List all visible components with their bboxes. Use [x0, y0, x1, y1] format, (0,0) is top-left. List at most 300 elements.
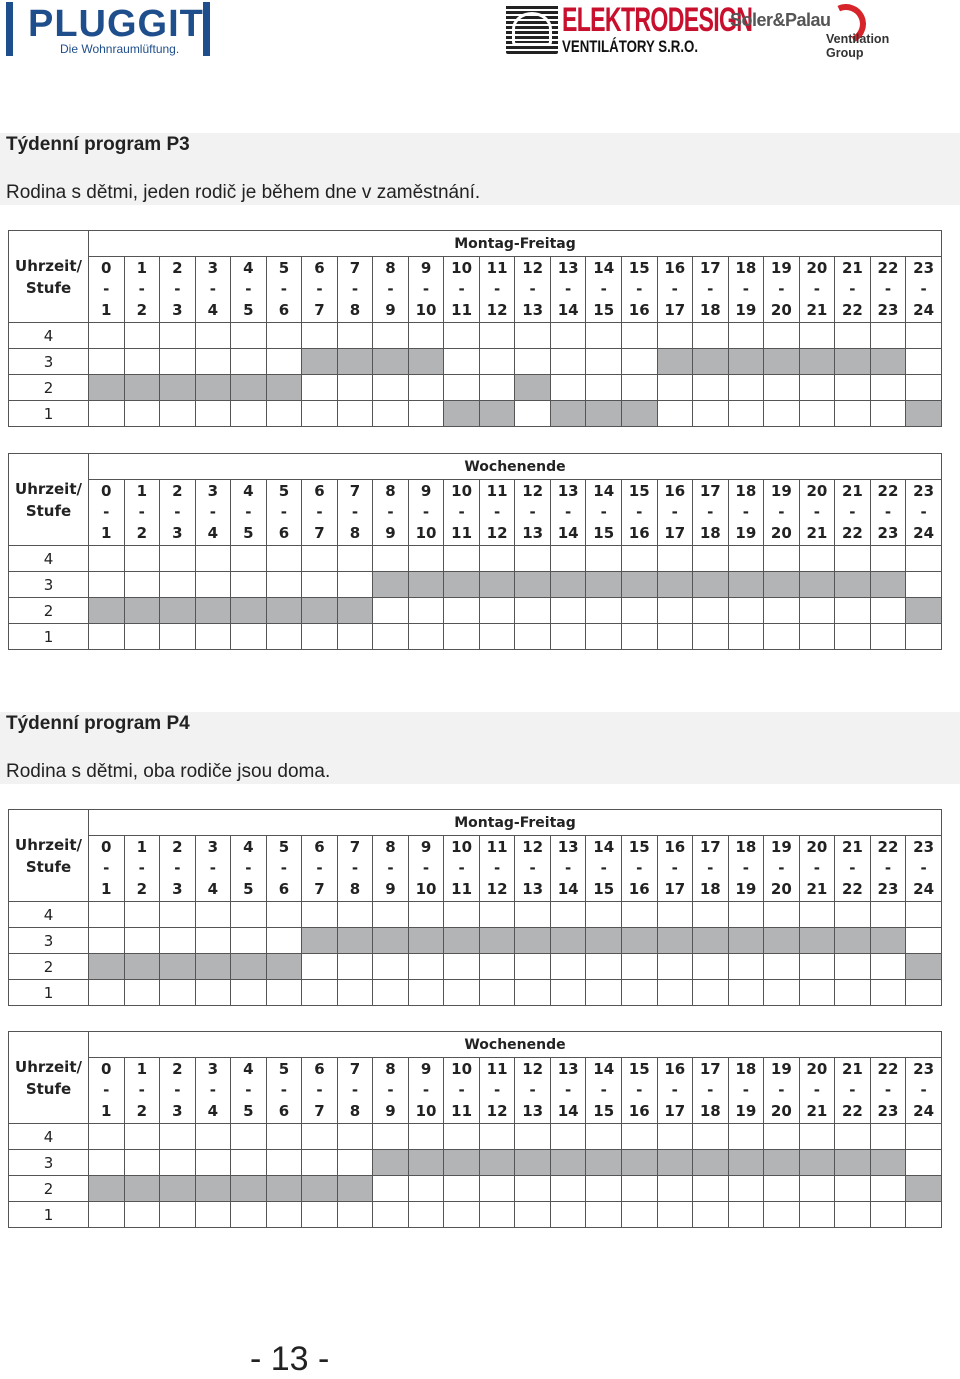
empty-slot: [479, 980, 515, 1006]
hour-end: 2: [136, 524, 148, 542]
empty-slot: [764, 401, 800, 427]
hour-dash: -: [387, 1081, 394, 1099]
empty-slot: [835, 323, 871, 349]
hour-end: 6: [278, 880, 290, 898]
active-slot: [693, 928, 729, 954]
empty-slot: [835, 1176, 871, 1202]
schedule-grid: [8, 1031, 942, 1228]
empty-slot: [373, 323, 409, 349]
active-slot: [693, 1150, 729, 1176]
empty-slot: [693, 1176, 729, 1202]
hour-end: 19: [735, 524, 757, 542]
active-slot: [764, 928, 800, 954]
hour-dash: -: [920, 859, 927, 877]
hour-header: [373, 1058, 409, 1124]
empty-slot: [302, 624, 338, 650]
empty-slot: [444, 375, 480, 401]
empty-slot: [89, 928, 125, 954]
hour-header: [408, 836, 444, 902]
active-slot: [124, 598, 160, 624]
active-slot: [160, 598, 196, 624]
empty-slot: [728, 401, 764, 427]
empty-slot: [124, 902, 160, 928]
empty-slot: [693, 624, 729, 650]
level-label: 1: [9, 980, 89, 1006]
empty-slot: [657, 1176, 693, 1202]
corner-label: Uhrzeit/ Stufe: [9, 1032, 89, 1124]
hour-end: 16: [628, 1102, 650, 1120]
hour-header: [231, 257, 267, 323]
empty-slot: [870, 598, 906, 624]
active-slot: [373, 349, 409, 375]
hour-start: 13: [557, 1060, 579, 1078]
hour-dash: -: [351, 1081, 359, 1099]
empty-slot: [906, 1124, 942, 1150]
hour-header: [906, 480, 942, 546]
hour-dash: -: [174, 859, 181, 877]
hour-start: 17: [699, 259, 721, 277]
hour-dash: -: [742, 859, 749, 877]
hour-end: 6: [278, 1102, 290, 1120]
active-slot: [693, 572, 729, 598]
hour-header: [266, 257, 302, 323]
empty-slot: [124, 546, 160, 572]
hour-dash: -: [493, 1081, 501, 1099]
empty-slot: [870, 1176, 906, 1202]
empty-slot: [586, 375, 622, 401]
hour-end: 24: [913, 301, 935, 319]
hour-end: 8: [349, 524, 361, 542]
hour-header: [444, 480, 480, 546]
active-slot: [799, 349, 835, 375]
active-slot: [515, 1150, 551, 1176]
empty-slot: [906, 902, 942, 928]
empty-slot: [728, 624, 764, 650]
schedule-table: [8, 230, 942, 427]
hour-dash: -: [209, 859, 216, 877]
empty-slot: [693, 375, 729, 401]
active-slot: [337, 349, 373, 375]
hour-end: 21: [806, 880, 828, 898]
hour-dash: -: [920, 280, 927, 298]
empty-slot: [231, 1150, 267, 1176]
hour-start: 15: [628, 1060, 650, 1078]
hour-start: 20: [806, 838, 828, 856]
empty-slot: [231, 624, 267, 650]
empty-slot: [728, 1176, 764, 1202]
hour-end: 4: [207, 880, 219, 898]
empty-slot: [89, 401, 125, 427]
active-slot: [906, 401, 942, 427]
active-slot: [444, 572, 480, 598]
active-slot: [160, 375, 196, 401]
hour-start: 23: [913, 838, 935, 856]
hour-header: [231, 480, 267, 546]
hour-end: 7: [314, 301, 325, 319]
empty-slot: [302, 1202, 338, 1228]
hour-header: [586, 257, 622, 323]
empty-slot: [124, 928, 160, 954]
empty-slot: [124, 1150, 160, 1176]
day-group-header: Montag-Freitag: [89, 810, 942, 836]
hour-dash: -: [316, 503, 323, 521]
level-label: 4: [9, 323, 89, 349]
hour-start: 6: [314, 838, 325, 856]
empty-slot: [728, 323, 764, 349]
hour-header: [764, 836, 800, 902]
hour-dash: -: [138, 1081, 145, 1099]
active-slot: [870, 1150, 906, 1176]
empty-slot: [444, 1176, 480, 1202]
empty-slot: [693, 1124, 729, 1150]
hour-header: [515, 1058, 551, 1124]
empty-slot: [835, 546, 871, 572]
empty-slot: [515, 954, 551, 980]
empty-slot: [124, 624, 160, 650]
pluggit-logo-tagline: Die Wohnraumlüftung.: [60, 42, 180, 56]
empty-slot: [160, 1150, 196, 1176]
hour-end: 23: [877, 1102, 899, 1120]
level-label: 2: [9, 598, 89, 624]
empty-slot: [657, 323, 693, 349]
hour-dash: -: [280, 503, 288, 521]
hour-dash: -: [493, 503, 501, 521]
empty-slot: [515, 323, 551, 349]
empty-slot: [373, 902, 409, 928]
hour-dash: -: [493, 280, 501, 298]
empty-slot: [160, 928, 196, 954]
active-slot: [373, 928, 409, 954]
hour-dash: -: [529, 503, 536, 521]
empty-slot: [764, 1176, 800, 1202]
empty-slot: [89, 349, 125, 375]
empty-slot: [479, 375, 515, 401]
hour-header: [657, 1058, 693, 1124]
hour-start: 8: [385, 1060, 396, 1078]
active-slot: [835, 349, 871, 375]
empty-slot: [302, 401, 338, 427]
hour-dash: -: [778, 503, 785, 521]
hour-end: 13: [522, 1102, 544, 1120]
empty-slot: [160, 572, 196, 598]
empty-slot: [657, 980, 693, 1006]
hour-start: 11: [486, 482, 508, 500]
hour-header: [302, 836, 338, 902]
empty-slot: [764, 624, 800, 650]
empty-slot: [479, 546, 515, 572]
level-row: [9, 1150, 942, 1176]
hour-start: 12: [522, 259, 544, 277]
hour-start: 3: [207, 838, 219, 856]
empty-slot: [657, 954, 693, 980]
empty-slot: [124, 323, 160, 349]
hour-header: [870, 1058, 906, 1124]
hour-header: [657, 836, 693, 902]
hour-start: 12: [522, 838, 544, 856]
level-row: [9, 624, 942, 650]
hour-end: 23: [877, 301, 899, 319]
hour-start: 16: [664, 482, 686, 500]
empty-slot: [266, 349, 302, 375]
active-slot: [337, 1176, 373, 1202]
empty-slot: [515, 1124, 551, 1150]
hour-header: [728, 257, 764, 323]
empty-slot: [266, 902, 302, 928]
empty-slot: [479, 598, 515, 624]
hour-end: 1: [101, 524, 112, 542]
empty-slot: [124, 349, 160, 375]
hour-end: 20: [770, 524, 792, 542]
hour-dash: -: [529, 1081, 536, 1099]
level-label: 4: [9, 902, 89, 928]
hour-end: 13: [522, 301, 544, 319]
empty-slot: [302, 572, 338, 598]
hour-start: 3: [207, 482, 219, 500]
active-slot: [515, 572, 551, 598]
empty-slot: [728, 980, 764, 1006]
empty-slot: [550, 954, 586, 980]
empty-slot: [231, 323, 267, 349]
active-slot: [231, 375, 267, 401]
hour-start: 21: [841, 838, 863, 856]
empty-slot: [550, 546, 586, 572]
empty-slot: [160, 546, 196, 572]
hour-dash: -: [565, 1081, 572, 1099]
empty-slot: [693, 1202, 729, 1228]
active-slot: [337, 928, 373, 954]
active-slot: [266, 1176, 302, 1202]
active-slot: [444, 401, 480, 427]
empty-slot: [906, 980, 942, 1006]
empty-slot: [550, 598, 586, 624]
hour-start: 23: [913, 259, 935, 277]
empty-slot: [479, 1202, 515, 1228]
active-slot: [408, 928, 444, 954]
hour-header: [586, 1058, 622, 1124]
empty-slot: [266, 1150, 302, 1176]
hour-dash: -: [671, 280, 678, 298]
hour-dash: -: [138, 503, 145, 521]
empty-slot: [693, 954, 729, 980]
hour-end: 8: [349, 301, 361, 319]
hour-header: [408, 480, 444, 546]
empty-slot: [835, 598, 871, 624]
corner-label: Uhrzeit/ Stufe: [9, 454, 89, 546]
hour-dash: -: [707, 503, 714, 521]
hour-start: 19: [770, 259, 792, 277]
empty-slot: [515, 546, 551, 572]
active-slot: [550, 401, 586, 427]
hour-header: [693, 257, 729, 323]
active-slot: [515, 928, 551, 954]
level-row: [9, 546, 942, 572]
hour-header: [160, 257, 196, 323]
empty-slot: [728, 1124, 764, 1150]
hour-header: [124, 836, 160, 902]
active-slot: [728, 572, 764, 598]
active-slot: [870, 928, 906, 954]
hour-start: 14: [593, 838, 615, 856]
empty-slot: [906, 349, 942, 375]
hour-header: [693, 836, 729, 902]
active-slot: [586, 928, 622, 954]
hour-end: 6: [278, 524, 290, 542]
empty-slot: [373, 375, 409, 401]
hour-header: [550, 257, 586, 323]
empty-slot: [799, 624, 835, 650]
hour-end: 20: [770, 1102, 792, 1120]
hour-end: 5: [243, 524, 254, 542]
empty-slot: [302, 375, 338, 401]
level-label: 2: [9, 375, 89, 401]
level-row: [9, 902, 942, 928]
hour-end: 3: [172, 524, 183, 542]
empty-slot: [870, 375, 906, 401]
hour-start: 8: [385, 482, 396, 500]
active-slot: [515, 375, 551, 401]
hour-header: [444, 836, 480, 902]
empty-slot: [195, 1202, 231, 1228]
level-label: 3: [9, 572, 89, 598]
hour-dash: -: [671, 1081, 678, 1099]
empty-slot: [728, 598, 764, 624]
hour-header: [799, 480, 835, 546]
hour-end: 10: [415, 301, 437, 319]
corner-label: Uhrzeit/ Stufe: [9, 810, 89, 902]
active-slot: [657, 349, 693, 375]
hour-dash: -: [351, 503, 359, 521]
pluggit-logo: [6, 2, 211, 58]
hour-dash: -: [280, 1081, 288, 1099]
hour-start: 18: [735, 482, 757, 500]
empty-slot: [444, 1202, 480, 1228]
hour-header: [621, 836, 657, 902]
hour-end: 17: [664, 524, 686, 542]
empty-slot: [728, 1202, 764, 1228]
hour-start: 14: [593, 1060, 615, 1078]
hour-end: 4: [207, 301, 219, 319]
hour-start: 17: [699, 1060, 721, 1078]
hour-dash: -: [387, 280, 394, 298]
hour-header: [89, 480, 125, 546]
level-label: 4: [9, 546, 89, 572]
active-slot: [444, 928, 480, 954]
hour-header: [479, 836, 515, 902]
hour-header: [586, 480, 622, 546]
empty-slot: [89, 1202, 125, 1228]
hour-header: [89, 1058, 125, 1124]
empty-slot: [835, 624, 871, 650]
hour-header: [195, 836, 231, 902]
active-slot: [160, 1176, 196, 1202]
active-slot: [550, 928, 586, 954]
hour-start: 6: [314, 1060, 325, 1078]
hour-dash: -: [742, 1081, 749, 1099]
empty-slot: [906, 323, 942, 349]
hour-start: 4: [243, 838, 254, 856]
empty-slot: [266, 546, 302, 572]
empty-slot: [408, 598, 444, 624]
hour-header: [373, 480, 409, 546]
empty-slot: [408, 546, 444, 572]
soler-palau-logo: [730, 4, 930, 60]
hour-header: [870, 257, 906, 323]
active-slot: [870, 349, 906, 375]
hour-start: 9: [420, 482, 432, 500]
hour-end: 23: [877, 880, 899, 898]
hour-end: 15: [593, 880, 615, 898]
hour-start: 1: [136, 482, 148, 500]
empty-slot: [89, 1150, 125, 1176]
empty-slot: [231, 401, 267, 427]
hour-start: 20: [806, 482, 828, 500]
empty-slot: [657, 624, 693, 650]
hour-dash: -: [884, 859, 892, 877]
hour-header: [302, 257, 338, 323]
hour-end: 3: [172, 1102, 183, 1120]
hour-dash: -: [600, 280, 607, 298]
empty-slot: [302, 1124, 338, 1150]
hour-start: 22: [877, 259, 899, 277]
empty-slot: [231, 349, 267, 375]
hour-dash: -: [671, 859, 678, 877]
hour-end: 13: [522, 524, 544, 542]
hour-dash: -: [458, 1081, 465, 1099]
active-slot: [799, 572, 835, 598]
empty-slot: [550, 624, 586, 650]
hour-end: 18: [699, 301, 721, 319]
level-label: 2: [9, 1176, 89, 1202]
hour-end: 2: [136, 1102, 148, 1120]
active-slot: [479, 401, 515, 427]
hour-header: [728, 1058, 764, 1124]
empty-slot: [160, 624, 196, 650]
empty-slot: [373, 1124, 409, 1150]
active-slot: [408, 1150, 444, 1176]
active-slot: [728, 1150, 764, 1176]
active-slot: [906, 1176, 942, 1202]
empty-slot: [373, 980, 409, 1006]
hour-dash: -: [565, 859, 572, 877]
hour-dash: -: [849, 503, 856, 521]
active-slot: [373, 572, 409, 598]
active-slot: [693, 349, 729, 375]
empty-slot: [479, 954, 515, 980]
active-slot: [906, 954, 942, 980]
empty-slot: [728, 954, 764, 980]
hour-end: 11: [451, 1102, 473, 1120]
empty-slot: [266, 624, 302, 650]
hour-start: 7: [349, 482, 361, 500]
hour-header: [124, 1058, 160, 1124]
active-slot: [89, 954, 125, 980]
active-slot: [266, 598, 302, 624]
hour-end: 21: [806, 1102, 828, 1120]
active-slot: [195, 954, 231, 980]
schedule-table: [8, 1031, 942, 1228]
empty-slot: [870, 1124, 906, 1150]
hour-dash: -: [813, 503, 820, 521]
hour-header: [515, 836, 551, 902]
empty-slot: [835, 375, 871, 401]
hour-dash: -: [103, 280, 110, 298]
hour-start: 0: [101, 259, 112, 277]
level-row: [9, 1202, 942, 1228]
active-slot: [657, 1150, 693, 1176]
active-slot: [479, 928, 515, 954]
hour-header: [231, 836, 267, 902]
empty-slot: [621, 980, 657, 1006]
